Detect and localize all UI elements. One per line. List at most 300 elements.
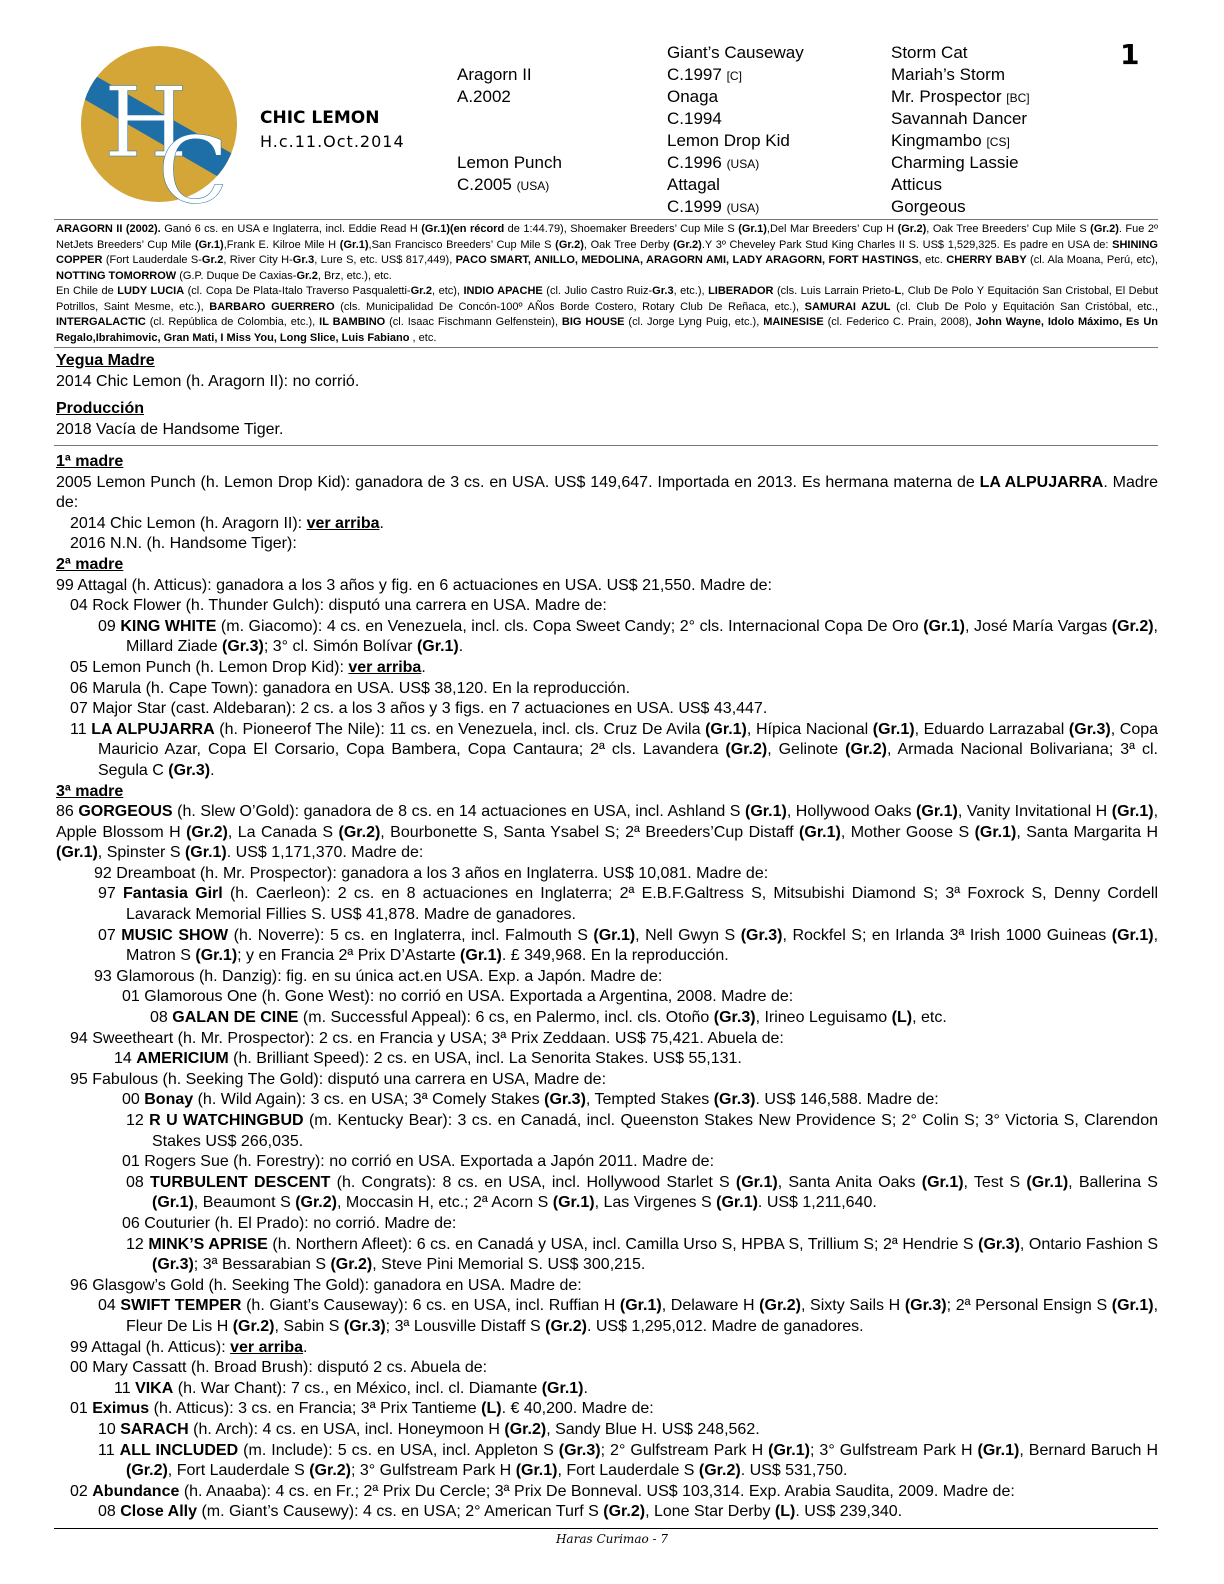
text-run: (Gr.3) [152, 1256, 194, 1274]
text-run: (h. Wild Again): 3 cs. en USA; 3ª Comely Stakes [193, 1091, 545, 1109]
text-run: 2016 N.N. (h. Handsome Tiger): [70, 535, 297, 553]
text-run: , Ballerina S [1068, 1173, 1158, 1191]
text-run: , Fort Lauderdale S [557, 1462, 699, 1480]
text-run: , River City H- [223, 254, 293, 266]
family-entry [56, 967, 1158, 988]
text-run: , Delaware H [661, 1297, 760, 1315]
ped-g3-4: Savannah Dancer [891, 109, 1028, 128]
family-entry [56, 1049, 1158, 1070]
text-run: 2005 Lemon Punch (h. Lemon Drop Kid): ganadora de 3 cs. en USA. US$ 149,647. Importada en 2013. Es hermana materna de [56, 473, 980, 491]
chile-notes [56, 284, 1158, 346]
text-run: , Rockfel S; en Irlanda 3ª Irish 1000 Guineas [782, 926, 1112, 944]
text-run: (Gr.1) [916, 803, 958, 821]
text-run: ,Frank E. Kilroe Mile H [223, 238, 340, 251]
text-run: 08 [150, 1009, 173, 1027]
text-run: , etc), [432, 285, 464, 297]
text-run: (h. Caerleon): 2 cs. en 8 actuaciones en Inglaterra; 2ª E.B.F.Galtress S, Mitsubishi Diamond S; 3ª Foxrock S, Denny Cordell Lavarack Memorial Fillies S. US$ 41,878. Madre de ganadores. [126, 885, 1159, 924]
text-run: En Chile de [56, 285, 118, 297]
text-run: (cl. Jorge Lyng Puig, etc.), [624, 316, 764, 328]
text-run: de 1:44.79), Shoemaker Breeders’ Cup Mile S [504, 223, 739, 235]
text-run: , Sabin S [274, 1317, 344, 1335]
text-run: , Spinster S [97, 844, 185, 862]
family-entry [56, 473, 1158, 514]
text-run: 97 [98, 885, 124, 903]
text-run: 99 Attagal (h. Atticus): [70, 1338, 231, 1356]
text-run: MAINESISE [763, 316, 824, 328]
text-run: (Gr.2) [545, 1317, 587, 1335]
ped-g3-7: Atticus [891, 175, 943, 194]
family-entry [56, 1008, 1158, 1029]
text-run: INDIO APACHE [463, 285, 543, 297]
text-run: (Gr.1) [1026, 1173, 1069, 1191]
family-entry [56, 617, 1158, 658]
text-run: (h. Anaaba): 4 cs. en Fr.; 2ª Prix Du Cercle; 3ª Prix De Bonneval. US$ 103,314. Exp. Arabia Saudita, 2009. Madre de: [179, 1482, 1015, 1500]
text-run: (Gr.1) [593, 926, 636, 944]
text-run: , Lone Star Derby [645, 1503, 775, 1521]
text-run: (cl. Isaac Fischmann Gelfenstein), [385, 316, 562, 328]
text-run: 07 [98, 926, 122, 944]
text-run: (Gr.1) [738, 223, 767, 235]
divider [54, 445, 1158, 446]
text-run: Close Ally [120, 1503, 198, 1521]
page-number: 1 [1120, 38, 1140, 71]
text-run: , Lure S, etc. US$ 817,449), [314, 254, 456, 266]
text-run: , Eduardo Larrazabal [914, 720, 1069, 738]
text-run: ; 3ª Bessarabian S [193, 1256, 331, 1274]
text-run: (Gr.2) [555, 238, 584, 251]
text-run: 95 Fabulous (h. Seeking The Gold): disputó una carrera en USA, Madre de: [70, 1070, 607, 1088]
family-entry [56, 987, 1158, 1008]
text-run: , Irineo Leguisamo [755, 1009, 892, 1027]
family-entry [56, 1338, 1158, 1359]
text-run: (h. Slew O’Gold): ganadora de 8 cs. en 14 actuaciones en USA, incl. Ashland S [172, 803, 746, 821]
text-run: (h. Northern Afleet): 6 cs. en Canadá y USA, incl. Camilla Urso S, HPBA S, Trillium S; 2ª Hendrie S [267, 1235, 979, 1253]
text-run: ; 3° cl. Simón Bolívar [263, 638, 417, 656]
svg-text:H: H [104, 67, 188, 179]
dam-year: C.2005 (USA) [457, 175, 550, 194]
text-run: , Las Virgenes S [594, 1194, 717, 1212]
text-run: Gr.3 [292, 254, 315, 266]
ped-g3-8: Gorgeous [891, 197, 966, 216]
text-run: , Apple Blossom H [56, 803, 1159, 841]
text-run: , Tempted Stakes [585, 1091, 714, 1109]
text-run: , etc. [409, 331, 437, 344]
text-run: .Y 3º Cheveley Park Stud King Charles II S. US$ 1,529,325. Es padre en USA de: [701, 238, 1113, 251]
text-run: 2014 Chic Lemon (h. Aragorn II): [70, 514, 307, 532]
footer-divider [54, 1528, 1158, 1529]
text-run: (h. Arch): 4 cs. en USA, incl. Honeymoon H [188, 1420, 505, 1438]
family-entry [56, 1214, 1158, 1235]
text-run: (m. Giant’s Causewy): 4 cs. en USA; 2° American Turf S [197, 1503, 604, 1521]
text-run: John Wayne, Idolo Máximo, Es Un Regalo,Ibrahimovic, Gran Mati, I Miss You, Long Slice, Luis Fabiano [56, 316, 1158, 344]
text-run: (m. Giacomo): 4 cs. en Venezuela, incl. cls. Copa Sweet Candy; 2° cls. Internacional Copa De Oro [216, 617, 924, 635]
text-run: , Copa Mauricio Azar, Copa El Corsario, Copa Bambera, Copa Cantaura; 2ª cls. Lavandera [98, 720, 1159, 759]
text-run: . £ 349,968. En la reproducción. [501, 947, 729, 965]
text-run: , Test S [963, 1173, 1027, 1191]
text-run: BARBARO GUERRERO [209, 300, 335, 313]
family-entry [56, 720, 1158, 782]
text-run: , etc. [918, 254, 947, 266]
ped-g2-1-year: C.1997 [C] [667, 65, 742, 84]
text-run: (Gr.1) [1111, 926, 1154, 944]
text-run: INTERGALACTIC [56, 316, 146, 328]
text-run: 08 [98, 1503, 121, 1521]
text-run: (Gr.2) [338, 823, 381, 841]
text-run: 04 Rock Flower (h. Thunder Gulch): disputó una carrera en USA. Madre de: [70, 597, 607, 615]
sire-year: A.2002 [457, 87, 511, 106]
text-run: (Gr.3) [1068, 720, 1111, 738]
text-run: (Gr.3) [740, 926, 783, 944]
text-run: , Gelinote [767, 741, 846, 759]
text-run: ; 2° Gulfstream Park H [600, 1441, 769, 1459]
family-entry [56, 1235, 1158, 1276]
ver-arriba-link: ver arriba [348, 658, 422, 676]
horse-name: CHIC LEMON [260, 108, 380, 128]
text-run: , La Canada S [227, 823, 339, 841]
text-run: . Madre de: [56, 473, 1158, 512]
text-run: 92 Dreamboat (h. Mr. Prospector): ganadora a los 3 años en Inglaterra. US$ 10,081. Madre de: [94, 864, 769, 882]
text-run: (Gr.1) [974, 823, 1017, 841]
text-run: (Gr.3) [544, 1091, 586, 1109]
aragorn-notes [56, 222, 1158, 284]
text-run: , Beaumont S [193, 1194, 296, 1212]
text-run: (Gr.1) [872, 720, 915, 738]
ped-g2-4: Attagal [667, 175, 720, 194]
text-run: (Gr.2) [603, 1503, 646, 1521]
text-run: (L) [481, 1400, 502, 1418]
text-run: (h. Noverre): 5 cs. en Inglaterra, incl. Falmouth S [228, 926, 594, 944]
text-run: , Oak Tree Breeders’ Cup Mile S [926, 223, 1091, 235]
text-run: (Gr.1) [735, 1173, 778, 1191]
text-run: (Gr.2) [232, 1317, 275, 1335]
text-run: (Gr.2) [126, 1462, 168, 1480]
text-run: , Oak Tree Derby [583, 238, 674, 251]
text-run: (cl. Copa De Plata-Italo Traverso Pasqualetti- [184, 285, 411, 297]
family-entry [56, 514, 1158, 535]
text-run: , etc.), [673, 285, 709, 297]
text-run: (Gr.2) [1090, 223, 1119, 235]
text-run: (Gr.2) [897, 223, 927, 235]
text-run: (h. Brilliant Speed): 2 cs. en USA, incl. La Senorita Stakes. US$ 55,131. [228, 1050, 742, 1068]
text-run: GORGEOUS [78, 803, 173, 821]
text-run: NOTTING TOMORROW [56, 269, 177, 282]
text-run: 07 Major Star (cast. Aldebaran): 2 cs. a los 3 años y 3 figs. en 7 actuaciones en USA. US$ 43,447. [70, 700, 768, 718]
text-run: 02 [70, 1482, 93, 1500]
text-run: (Gr.2) [673, 238, 702, 251]
text-run: . [458, 638, 464, 656]
text-run: (Gr.2) [309, 1462, 352, 1480]
text-run: , Bourbonette S, Santa Ysabel S; 2ª Breeders’Cup Distaff [380, 823, 800, 841]
ped-g3-2: Mariah’s Storm [891, 65, 1005, 84]
text-run: (Gr.1) [1111, 1297, 1154, 1315]
text-run: (cls. Luis Larrain Prieto- [773, 285, 895, 297]
text-run: (Gr.1) [194, 238, 224, 251]
text-run: L [894, 285, 902, 297]
text-run: (cl. Ala Moana, Perú, etc), [1026, 254, 1158, 266]
haras-curimao-logo [68, 44, 251, 204]
family-entry [56, 699, 1158, 720]
text-run: , Club De Polo Y Equitación San Cristobal, El Debut Potrillos, Saint Mesme, etc.), [56, 285, 1158, 313]
ver-arriba-link: ver arriba [306, 514, 380, 532]
text-run: 06 Marula (h. Cape Town): ganadora en USA. US$ 38,120. En la reproducción. [70, 679, 631, 697]
text-run: 86 [56, 803, 79, 821]
text-run: , Ontario Fashion S [1019, 1235, 1159, 1253]
text-run: (Gr.2) [295, 1194, 337, 1212]
text-run: (Gr.3) [168, 761, 211, 779]
family-entry [56, 679, 1158, 700]
text-run: , Bernard Baruch H [1019, 1441, 1159, 1459]
divider [54, 219, 1158, 220]
text-run: , Hollywood Oaks [786, 803, 917, 821]
text-run: (Gr.1) [1111, 803, 1154, 821]
text-run: PACO SMART, ANILLO, MEDOLINA, ARAGORN AMI, LADY ARAGORN, FORT HASTINGS [455, 254, 919, 266]
text-run: 14 [114, 1050, 137, 1068]
text-run: Gr.3 [652, 285, 674, 297]
family-entry [56, 926, 1158, 967]
ped-g3-5: Kingmambo [CS] [891, 131, 1010, 150]
text-run: (Gr.2) [504, 1420, 547, 1438]
text-run: (G.P. Duque De Caxias- [176, 269, 297, 282]
text-run: (Gr.1) [619, 1297, 662, 1315]
text-run: (cl. Julio Castro Ruiz- [542, 285, 653, 297]
text-run: (cl. Federico C. Prain, 2008), [823, 316, 976, 328]
dam-heading: Yegua Madre [56, 352, 155, 369]
text-run: LA ALPUJARRA [91, 720, 215, 738]
text-run: ; y en Francia 2ª Prix D’Astarte [237, 947, 461, 965]
family-entry [56, 884, 1158, 925]
text-run: ; 3ª Lousville Distaff S [385, 1317, 546, 1335]
text-run: (Gr.1) [923, 617, 965, 635]
family-entry [56, 1152, 1158, 1173]
text-run: , Millard Ziade [126, 617, 1158, 656]
text-run: 93 Glamorous (h. Danzig): fig. en su única act.en USA. Exp. a Japón. Madre de: [94, 967, 663, 985]
ped-g3-6: Charming Lassie [891, 153, 1019, 172]
text-run: (cl. República de Colombia, etc.), [145, 316, 320, 328]
production-section [56, 399, 1158, 440]
text-run: , etc. [912, 1009, 947, 1027]
text-run: (Gr.1) [56, 844, 98, 862]
text-run: (h. War Chant): 7 cs., en México, incl. cl. Diamante [173, 1379, 542, 1397]
text-run: (Gr.1) [921, 1173, 964, 1191]
family-entry [56, 658, 1158, 679]
text-run: (Gr.1) [416, 638, 459, 656]
text-run: SARACH [120, 1420, 189, 1438]
text-run: BIG HOUSE [561, 316, 625, 328]
text-run: . [421, 658, 426, 676]
ped-g2-1: Giant’s Causeway [667, 43, 804, 62]
text-run: (m. Successful Appeal): 6 cs, en Palermo, incl. cls. Otoño [298, 1009, 714, 1027]
text-run: (Gr.2) [1111, 617, 1154, 635]
text-run: , Santa Margarita H [1016, 823, 1158, 841]
text-run: ; 3° Gulfstream Park H [351, 1462, 516, 1480]
text-run: ; 2ª Personal Ensign S [946, 1297, 1112, 1315]
family-entry [56, 1276, 1158, 1297]
text-run: (Gr.1) [184, 844, 227, 862]
family-entry [56, 1296, 1158, 1337]
text-run: (Gr.1) [705, 720, 747, 738]
text-run: 11 [70, 720, 92, 738]
text-run: 10 [98, 1420, 121, 1438]
ped-g2-3: Lemon Drop Kid [667, 131, 790, 150]
text-run: , Armada Nacional Bolivariana; 3ª cl. Segula C [98, 741, 1158, 779]
text-run: ARAGORN II (2002). [56, 223, 161, 235]
text-run: 00 Mary Cassatt (h. Broad Brush): disputó 2 cs. Abuela de: [70, 1359, 488, 1377]
text-run: (h. Atticus): 3 cs. en Francia; 3ª Prix Tantieme [149, 1400, 482, 1418]
ped-g2-2: Onaga [667, 87, 719, 106]
generation-heading [56, 555, 1158, 576]
text-run: , Vanity Invitational H [957, 803, 1112, 821]
ped-g3-3: Mr. Prospector [BC] [891, 87, 1030, 106]
text-run: (cls. Municipalidad De Concón-100º AÑos Borde Costero, Rotary Club De Reñaca, etc.), [334, 300, 805, 313]
text-run: Bonay [144, 1091, 194, 1109]
text-run: 3ª madre [56, 782, 124, 800]
text-run: . [583, 1379, 588, 1397]
text-run: 01 [70, 1400, 93, 1418]
text-run: (Gr.1) [799, 823, 841, 841]
sire-name: Aragorn II [457, 65, 532, 84]
text-run: (Gr.1) [460, 947, 502, 965]
text-run: R U WATCHINGBUD [149, 1112, 304, 1129]
text-run: VIKA [135, 1379, 174, 1397]
text-run: (Fort Lauderdale S- [102, 254, 202, 266]
dam-section [56, 351, 1158, 392]
text-run: . US$ 239,340. [795, 1503, 903, 1521]
family-entry [56, 1441, 1158, 1482]
text-run: MINK’S APRISE [148, 1235, 268, 1253]
text-run: 12 [126, 1235, 149, 1253]
family-entry [56, 802, 1158, 864]
text-run: 05 Lemon Punch (h. Lemon Drop Kid): [70, 658, 349, 676]
family-entry [56, 1502, 1158, 1523]
text-run: , Matron S [126, 926, 1159, 965]
text-run: 06 Couturier (h. El Prado): no corrió. Madre de: [122, 1214, 457, 1232]
text-run: 09 [98, 617, 121, 635]
text-run: LIBERADOR [708, 285, 774, 297]
text-run: (Gr.1) [515, 1462, 558, 1480]
text-run: Gr.2 [410, 285, 433, 297]
text-run: (m. Kentucky Bear): 3 cs. en Canadá, incl. Queenston Stakes New Providence S; 2° Colin S; 3° Victoria S, Clarendon Stakes US$ 266,035. [152, 1112, 1159, 1150]
text-run: (Gr.2) [330, 1256, 373, 1274]
family-entry [56, 1358, 1158, 1379]
text-run: Gr.2 [296, 269, 318, 282]
text-run: 12 [126, 1112, 150, 1129]
text-run: (Gr.1) [716, 1194, 758, 1212]
text-run: (Gr.1) [152, 1194, 194, 1212]
text-run: (Gr.3) [713, 1091, 756, 1109]
text-run: Fantasia Girl [123, 885, 223, 903]
text-run: (Gr.1) [541, 1379, 584, 1397]
divider [54, 347, 1158, 348]
text-run: (Gr.1) [339, 238, 369, 251]
text-run: 94 Sweetheart (h. Mr. Prospector): 2 cs. en Francia y USA; 3ª Prix Zeddaan. US$ 75,421. Abuela de: [70, 1029, 784, 1047]
family-entry [56, 1379, 1158, 1400]
text-run: , Fort Lauderdale S [167, 1462, 310, 1480]
family-entry [56, 576, 1158, 597]
text-run: 1ª madre [56, 453, 124, 470]
family-entry [56, 1399, 1158, 1420]
text-run: , Brz, etc.), etc. [317, 269, 392, 282]
text-run: , Sixty Sails H [800, 1297, 905, 1315]
text-run: 96 Glasgow’s Gold (h. Seeking The Gold): ganadora en USA. Madre de: [70, 1276, 582, 1294]
text-run: 04 [98, 1297, 121, 1315]
text-run: 11 [98, 1441, 120, 1459]
text-run: (Gr.1)(en récord [421, 223, 505, 235]
text-run: (h. Giant’s Causeway): 6 cs. en USA, incl. Ruffian H [241, 1297, 620, 1315]
dam-name: Lemon Punch [457, 153, 562, 172]
text-run: Ganó 6 cs. en USA e Inglaterra, incl. Eddie Read H [160, 223, 422, 235]
text-run: (Gr.3) [978, 1235, 1020, 1253]
dam-text: 2014 Chic Lemon (h. Aragorn II): no corrió. [56, 372, 360, 390]
text-run: (L) [774, 1503, 796, 1521]
text-run: (h. Pioneerof The Nile): 11 cs. en Venezuela, incl. cls. Cruz De Avila [214, 720, 706, 738]
ped-g3-1: Storm Cat [891, 43, 968, 62]
text-run: (Gr.2) [845, 741, 887, 759]
text-run: (Gr.1) [745, 803, 787, 821]
text-run: , Moccasin H, etc.; 2ª Acorn S [336, 1194, 553, 1212]
text-run: . Fue 2º NetJets Breeders’ Cup Mile [56, 223, 1158, 251]
text-run: (Gr.1) [195, 947, 238, 965]
text-run: 01 Glamorous One (h. Gone West): no corrió en USA. Exportada a Argentina, 2008. Madre de: [122, 988, 794, 1006]
family-entry [56, 596, 1158, 617]
text-run: ; 3° Gulfstream Park H [809, 1441, 978, 1459]
text-run: (Gr.3) [343, 1317, 386, 1335]
text-run: (Gr.2) [725, 741, 768, 759]
family-entry [56, 1090, 1158, 1111]
family-entry [56, 1029, 1158, 1050]
generation-heading [56, 452, 1158, 473]
text-run: , Sandy Blue H. US$ 248,562. [546, 1420, 760, 1438]
text-run: (Gr.1) [977, 1441, 1020, 1459]
text-run: (Gr.1) [768, 1441, 810, 1459]
text-run: SHINING COPPER [56, 238, 1158, 266]
text-run: , José María Vargas [965, 617, 1112, 635]
text-run: (Gr.2) [186, 823, 228, 841]
family-entry [56, 1173, 1158, 1214]
text-run: SAMURAI AZUL [804, 300, 891, 313]
family-entry [56, 1420, 1158, 1441]
text-run: , Fleur De Lis H [126, 1297, 1159, 1335]
text-run: , Steve Pini Memorial S. US$ 300,215. [372, 1256, 646, 1274]
text-run: . US$ 531,750. [740, 1462, 848, 1480]
text-run: . US$ 1,211,640. [757, 1194, 877, 1212]
text-run: MUSIC SHOW [121, 926, 229, 944]
sire-notes [56, 222, 1158, 346]
family-entry [56, 864, 1158, 885]
text-run: (Gr.2) [698, 1462, 741, 1480]
text-run: . US$ 1,171,370. Madre de: [226, 844, 424, 862]
ped-g2-3-year: C.1996 (USA) [667, 153, 760, 172]
text-run: (Gr.3) [558, 1441, 601, 1459]
text-run: 01 Rogers Sue (h. Forestry): no corrió en USA. Exportada a Japón 2011. Madre de: [122, 1153, 715, 1171]
text-run: (h. Congrats): 8 cs. en USA, incl. Hollywood Starlet S [330, 1173, 736, 1191]
text-run: . US$ 1,295,012. Madre de ganadores. [586, 1317, 864, 1335]
family-entry [56, 1070, 1158, 1091]
text-run: 99 Attagal (h. Atticus): ganadora a los 3 años y fig. en 6 actuaciones en USA. US$ 21,550. Madre de: [56, 576, 772, 594]
text-run: Abundance [92, 1482, 180, 1500]
text-run: (Gr.2) [759, 1297, 801, 1315]
text-run: . [303, 1338, 308, 1356]
text-run: Gr.2 [201, 254, 224, 266]
generation-heading [56, 782, 1158, 803]
family-entry [56, 1482, 1158, 1503]
ped-g2-2-year: C.1994 [667, 109, 722, 128]
text-run: IL BAMBINO [319, 316, 386, 328]
text-run: AMERICIUM [136, 1050, 229, 1068]
production-heading: Producción [56, 400, 145, 417]
horse-info: H.c.11.Oct.2014 [260, 132, 405, 151]
text-run: 2ª madre [56, 555, 124, 573]
text-run: , Nell Gwyn S [635, 926, 741, 944]
